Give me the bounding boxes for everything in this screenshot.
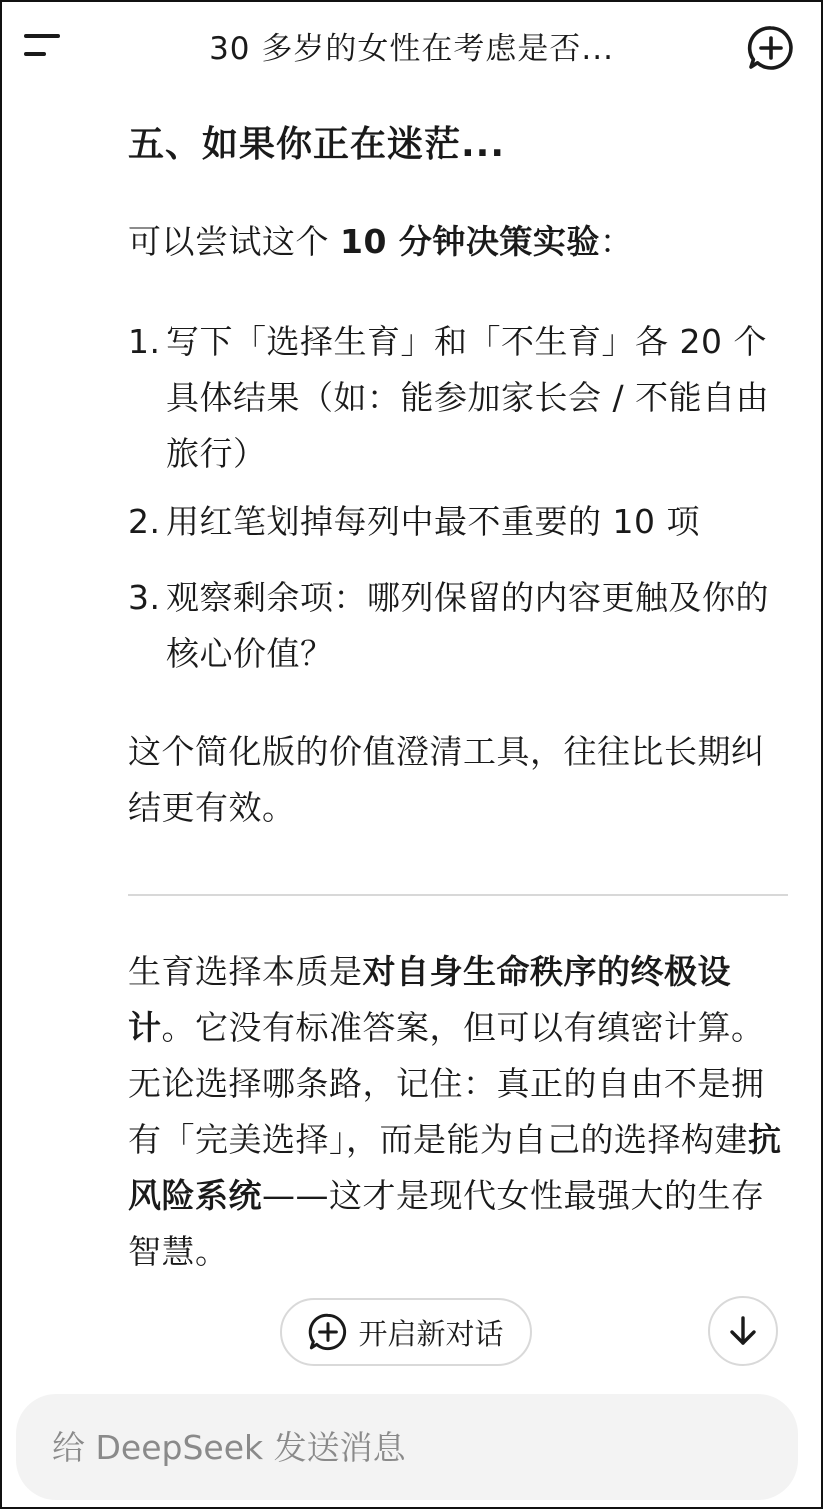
list-number: 2.: [128, 502, 161, 541]
message-input[interactable]: [52, 1428, 752, 1467]
new-chat-button[interactable]: [280, 1298, 532, 1366]
list-number: 1.: [128, 322, 161, 361]
intro-colon: ：: [599, 222, 634, 261]
list-item: [128, 570, 790, 682]
list-item: [128, 494, 790, 550]
chat-plus-icon: [308, 1312, 348, 1352]
scroll-to-bottom-button[interactable]: [708, 1296, 778, 1366]
arrow-down-icon: [725, 1313, 761, 1349]
new-chat-label: 开启新对话: [358, 1316, 504, 1351]
menu-icon[interactable]: [20, 28, 66, 64]
intro-paragraph: [128, 214, 633, 270]
final-text-2: 。它没有标准答案，但可以有缜密计算。无论选择哪条路，记住：真正的自由不是拥有「完美选择」，而是能为自己的选择构建: [128, 1008, 765, 1159]
conversation-title: 30 多岁的女性在考虑是否...: [209, 30, 614, 67]
divider: [128, 894, 788, 896]
section-heading: 五、如果你正在迷茫...: [128, 124, 506, 165]
intro-bold: 10 分钟决策实验: [340, 222, 600, 261]
list-text: 写下「选择生育」和「不生育」各 20 个具体结果（如：能参加家长会 / 不能自由旅行）: [166, 322, 770, 473]
list-text: 观察剩余项：哪列保留的内容更触及你的核心价值？: [166, 578, 769, 673]
final-paragraph: [128, 944, 790, 1280]
message-input-bar: [16, 1394, 798, 1500]
chat-plus-icon[interactable]: [747, 24, 795, 72]
list-text: 用红笔划掉每列中最不重要的 10 项: [166, 502, 700, 541]
final-text-3: ——这才是现代女性最强大的生存智慧。: [128, 1176, 765, 1271]
final-text-1: 生育选择本质是: [128, 952, 363, 991]
steps-list: [128, 314, 790, 682]
summary-paragraph: 这个简化版的价值澄清工具，往往比长期纠结更有效。: [128, 732, 765, 827]
list-number: 3.: [128, 578, 161, 617]
final-bold-2: 抗风险系统: [128, 1120, 782, 1215]
intro-text: 可以尝试这个: [128, 222, 340, 261]
list-item: [128, 314, 790, 482]
final-bold-1: 对自身生命秩序的终极设计: [128, 952, 731, 1047]
top-bar: [2, 2, 821, 94]
